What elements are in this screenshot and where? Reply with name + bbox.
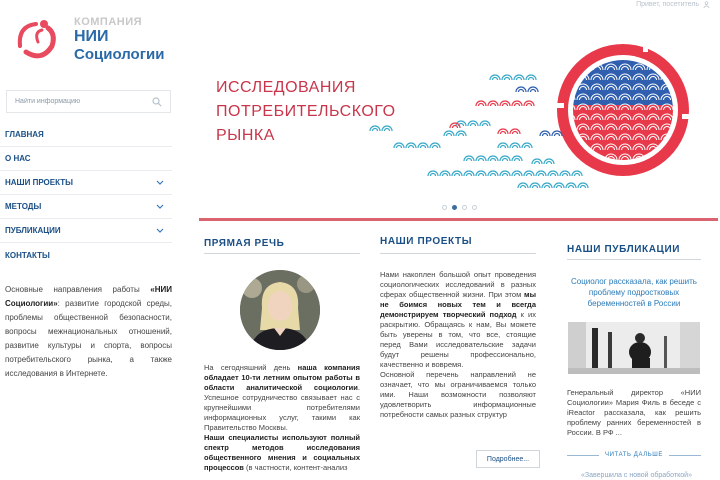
nav-item-label: О НАС [5, 154, 31, 163]
text-fragment: к их раскрытию. Обращаясь к нам, Вы можете быть уверены в том, что все, стоящие перед Вами исследовательские задачи будут решены профессионально, качественно и вовремя. [380, 310, 536, 369]
avatar-photo-icon [240, 270, 320, 350]
text-fragment: На сегодняшний день [204, 363, 298, 372]
slider-dot[interactable] [472, 205, 477, 210]
search-input[interactable] [7, 98, 147, 105]
main-nav [0, 123, 172, 267]
section-title: НАШИ ПУБЛИКАЦИИ [567, 238, 701, 260]
nav-item-label: ГЛАВНАЯ [5, 130, 44, 139]
publication-photo-icon [568, 322, 700, 374]
text-fragment: Основной перечень направлений не означает, что мы ограничиваемся только ими. Наши возможности позволяют удовлетворить информационные потребности самых разных структур [380, 370, 536, 419]
chevron-down-icon [156, 204, 164, 210]
publication-image[interactable] [568, 322, 700, 374]
read-more-label: ЧИТАТЬ ДАЛЬШЕ [605, 452, 663, 458]
nav-item-home[interactable] [0, 123, 172, 147]
projects-section [380, 232, 536, 463]
banner-title-line: ПОТРЕБИТЕЛЬСКОГО [216, 103, 396, 120]
search-box [6, 90, 171, 113]
about-body: : развитие городской среды, проблемы общественной безопасности, вопросы межнациональных отношений, развитие культуры и спорта, вопросы потребительского рынка, а также исследования в Интернете. [5, 299, 172, 378]
nav-item-contacts[interactable] [0, 243, 172, 267]
more-button[interactable]: Подробнее... [476, 450, 540, 468]
nav-item-label: МЕТОДЫ [5, 202, 42, 211]
slider-dots [442, 205, 477, 210]
about-intro: Основные направления работы [5, 285, 151, 294]
text-fragment: Нами накоплен большой опыт проведения социологических исследований в разных сферах общественной жизни. При этом [380, 270, 536, 299]
slider-dot-active[interactable] [452, 205, 457, 210]
site-logo[interactable] [12, 12, 172, 72]
text-bold: наша компания обладает 10-ти летним опытом работы в области аналитической социологии [204, 363, 360, 392]
read-more-link[interactable] [567, 452, 701, 458]
divider-line [567, 455, 599, 456]
section-title: ПРЯМАЯ РЕЧЬ [204, 232, 360, 254]
text-fragment: . Успешное сотрудничество связывает нас с крупнейшими потребителями информационных услуг, такими как Правительство Москвы. [204, 383, 360, 432]
banner-slider[interactable] [198, 30, 718, 220]
visitor-link-label: Привет, посетитель [636, 1, 699, 8]
text-bold: Наши специалисты используют полный спектр методов исследования общественного мнения и социальных процессов [204, 433, 360, 472]
logo-name-line2: Социологии [74, 46, 165, 63]
direct-speech-section [204, 232, 360, 472]
logo-mark-icon [12, 16, 62, 64]
divider-line [669, 455, 701, 456]
chevron-down-icon [156, 180, 164, 186]
avatar [240, 270, 320, 350]
publications-section [567, 238, 701, 479]
about-text [5, 283, 172, 381]
nav-item-label: ПУБЛИКАЦИИ [5, 226, 61, 235]
publication-summary: Генеральный директор «НИИ Социологии» Мария Филь в беседе с iReactor рассказала, как решить проблему ранних беременностей в России. В РФ ... [567, 388, 701, 437]
chevron-down-icon [156, 228, 164, 234]
publication-link[interactable]: Социолог рассказала, как решить проблему подростковых беременностей в России [571, 277, 697, 308]
sidebar [0, 0, 180, 480]
banner-title-line: ИССЛЕДОВАНИЯ [216, 79, 356, 96]
logo-company-text: КОМПАНИЯ [74, 16, 143, 28]
projects-text [380, 270, 536, 420]
user-icon [703, 1, 710, 8]
about-org: «НИИ Социологии» [5, 285, 172, 308]
nav-item-publications[interactable] [0, 219, 172, 243]
banner-divider [199, 218, 718, 221]
nav-item-label: НАШИ ПРОЕКТЫ [5, 178, 73, 187]
banner-title-line: РЫНКА [216, 127, 275, 144]
search-icon[interactable] [152, 97, 162, 107]
section-title: НАШИ ПРОЕКТЫ [380, 232, 536, 254]
direct-speech-text [204, 363, 360, 473]
text-fragment: (в частности, контент-анализ [243, 463, 348, 472]
logo-name-line1: НИИ [74, 28, 109, 45]
nav-item-label: КОНТАКТЫ [5, 250, 50, 260]
nav-item-methods[interactable] [0, 195, 172, 219]
banner-title [216, 76, 396, 148]
nav-item-projects[interactable] [0, 171, 172, 195]
slider-dot[interactable] [462, 205, 467, 210]
visitor-link[interactable] [636, 1, 710, 8]
next-publication-link[interactable]: «Завершила с новой обработкой» [581, 472, 692, 479]
nav-item-about[interactable] [0, 147, 172, 171]
slider-dot[interactable] [442, 205, 447, 210]
text-bold: мы не боимся новых тем и всегда демонстрируем творческий подход [380, 290, 536, 319]
